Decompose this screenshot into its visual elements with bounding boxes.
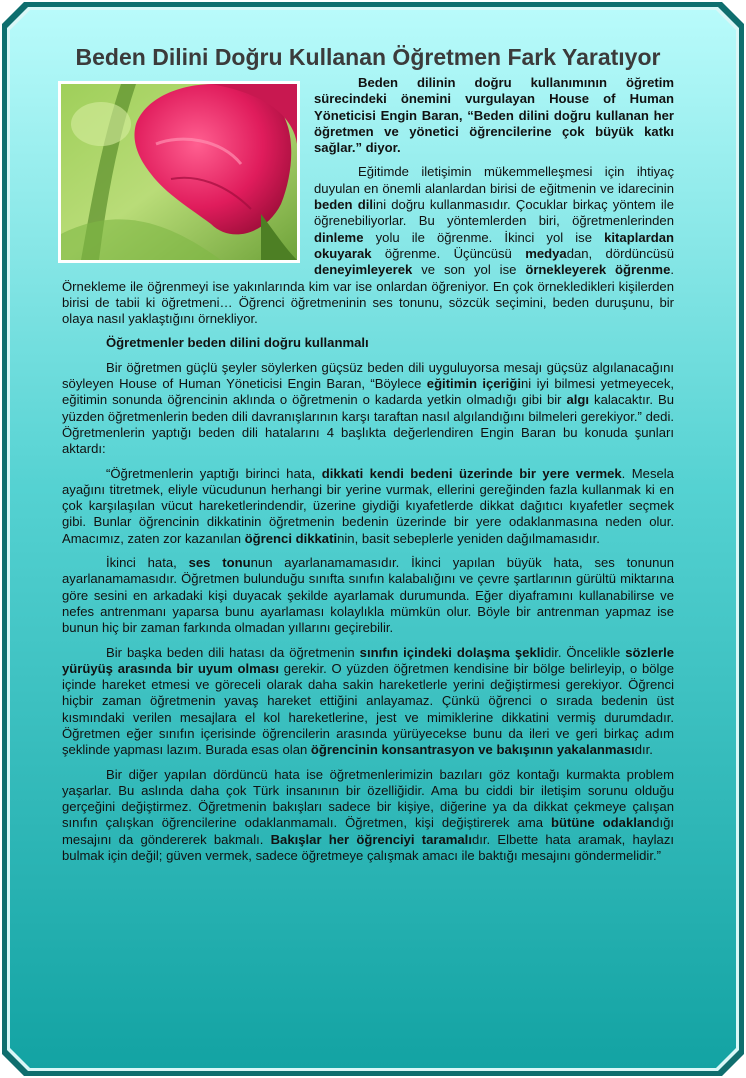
emphasis-text: örnekleyerek öğrenme (525, 262, 671, 278)
text-run: ini doğru kullanmasıdır. Çocuklar birkaç yöntem ile öğrenebiliyorlar. Bu yöntemlerden biri, öğretmenlerinden (314, 197, 674, 229)
text-run: nin, basit sebeplerle yeniden dağılmamasıdır. (337, 530, 600, 546)
rose-photo (58, 81, 300, 263)
text-run: dır. Elbette hata aramak, haylazı bulmak için değil; güven vermek, sadece öğretmeye çalışmak amacı ile baktığı mesajını göndermelidir.” (62, 831, 674, 864)
text-run: yolu ile öğrenme. İkinci yol ise (363, 229, 605, 245)
text-run: ni iyi bilmesi yetmeyecek, eğitimin sonunda öğrencinin aklında o öğretmenin o kadarda yetkin olmadığı gibi bir (62, 376, 675, 408)
emphasis-text: sözlerle yürüyüş arasında bir uyum olması (62, 644, 674, 676)
text-run: Beden dilinin doğru kullanımının öğretim sürecindeki önemini vurgulayan House of Human Yöneticisi Engin Baran, “Beden dilini doğru kullanan her öğretmen ve yönetici öğrencilerine çok büyük katkı sağlar.” diyor. (314, 75, 674, 156)
text-run: ve son yol ise (412, 262, 526, 278)
rose-image (61, 84, 297, 260)
emphasis-text: sınıfın içindeki dolaşma şekli (359, 644, 545, 660)
emphasis-text: bütüne odaklan (551, 815, 653, 831)
text-run: dığı mesajını da göndererek bakmalı. (62, 815, 674, 847)
emphasis-text: deneyimleyerek (314, 262, 413, 278)
section-heading (62, 335, 674, 351)
paragraph-p3 (62, 360, 674, 458)
text-run: dan, dördüncüsü (566, 245, 674, 261)
text-run: Bir başka beden dili hatası da öğretmenin (106, 644, 360, 660)
text-run: gerekir. O yüzden öğretmen kendisine bir bölge belirleyip, o bölge içinde hareket etmesi ve göreceli olarak daha sakin hareketlerle yerini değiştirmesi gerekiyor. Öğrenci hiçbir zaman öğretmenin yavaş hareket ettiğini anlayamaz. Çünkü öğrenci o sırada bedenin üst kısmındaki verilen mesajlara el kol hareketlerine, jest ve mimiklerine dikkatini vermiş durumdadır. Öğretmen eğer sınıfın içerisinde öğrencilerin arasında yürüyecekse bunu da ileri ve geri birkaç adım şeklinde yapması lazım. Burada esas olan (62, 660, 674, 758)
emphasis-text: öğrencinin konsantrasyon ve bakışının yakalanması (310, 742, 635, 758)
emphasis-text: dinleme (314, 229, 364, 245)
emphasis-text: ses tonu (188, 555, 251, 571)
emphasis-text: algı (566, 392, 590, 408)
emphasis-text: beden dil (314, 197, 373, 213)
text-run: dir. Öncelikle (544, 644, 626, 660)
paragraph-p5 (62, 555, 674, 636)
text-run: İkinci hata, (106, 555, 189, 571)
text-run: öğrenme. Üçüncüsü (371, 245, 526, 261)
text-run: Öğretmenler beden dilini doğru kullanmalı (106, 335, 369, 351)
article (62, 40, 674, 872)
paragraph-p4 (62, 466, 674, 547)
text-run: nun ayarlanamamasıdır. İkinci yapılan büyük hata, ses tonunun ayarlanamamasıdır. Öğretmen bulunduğu sınıfta sınıfın kalabalığını ve çevre şartlarının gürültü miktarına göre sesini en arkadaki kişi duyacak şekilde ayarlamak durumunda. Eğer diyaframını kullanabilirse ve nefes antrenmanı yaparsa bunu ayarlaması kolaylıkla mümkün olur. Böyle bir antrenman yapmaz ise bunun hiç bir zaman farkında olmadan yıllarını geçirebilir. (62, 555, 675, 636)
emphasis-text: medya (525, 245, 567, 261)
text-run: kalacaktır. Bu yüzden öğretmenlerin beden dili davranışlarının karşı taraftan nasıl algılandığını bilmeleri gerekiyor.” dedi. Öğretmenlerin yaptığı beden dili hatalarını 4 başlıkta değerlendiren Engin Baran bu konuda şunları aktardı: (62, 392, 674, 457)
text-run: . Örnekleme ile öğrenmeyi ise yakınlarında kim var ise onlardan öğreniyor. En çok örnekledikleri kişilerden birisi de tabii ki öğretmeni… Öğrenci öğretmeninin ses tonunu, sözcük seçimini, beden duruşunu, bir olaya nasıl yaklaştığını örnekliyor. (62, 262, 674, 327)
emphasis-text: kitaplardan okuyarak (314, 229, 674, 261)
paragraph-p7 (62, 767, 674, 865)
text-run: Eğitimde iletişimin mükemmelleşmesi için ihtiyaç duyulan en önemli alanlardan birisi de eğitmenin ve idarecinin (314, 164, 674, 196)
text-run: Bir öğretmen güçlü şeyler söylerken güçsüz beden dili uyguluyorsa mesajı güçsüz algılanacağını söyleyen House of Human Yöneticisi Engin Baran, “Böylece (62, 359, 674, 392)
emphasis-text: öğrenci dikkati (244, 530, 338, 546)
emphasis-text: eğitimin içeriği (426, 376, 521, 392)
text-run: “Öğretmenlerin yaptığı birinci hata, (106, 465, 322, 481)
emphasis-text: dikkati kendi bedeni üzerinde bir yere vermek (321, 465, 622, 481)
article-title: Beden Dilini Doğru Kullanan Öğretmen Fark Yaratıyor (75, 44, 661, 70)
text-run: . Mesela ayağını titretmek, eliyle vücudunun herhangi bir yerine vurmak, ellerini gereğinden fazla kullanmak ki en çok karşılaşılan vücut hareketlerindendir, üzerine giydiği kıyafetlerde dikkat dağıtıcı kıyafetler seçmek gibi. Bunlar öğrencinin dikkatinin öğretmenin bedenin üzerinde bir yere odaklanmasına neden olur. Amacımız, zaten zor kazanılan (62, 465, 674, 546)
text-run: dır. (634, 742, 653, 758)
text-run: Bir diğer yapılan dördüncü hata ise öğretmenlerimizin bazıları göz kontağı kurmakta problem yaşarlar. Bu aslında daha çok Türk insanının bir özelliğidir. Ama bu ciddi bir iletişim sorunu olduğu gerçeğini değiştirmez. Öğretmenin bakışları sadece bir kişiye, diğerine ya da dikkat çekmeye çalışan sınıfın çalışkan öğrencilerine odaklanmamalı. Öğretmen, kişi değiştirerek ama (62, 766, 674, 831)
emphasis-text: Bakışlar her öğrenciyi taramalı (270, 831, 472, 847)
paragraph-p6 (62, 645, 674, 759)
